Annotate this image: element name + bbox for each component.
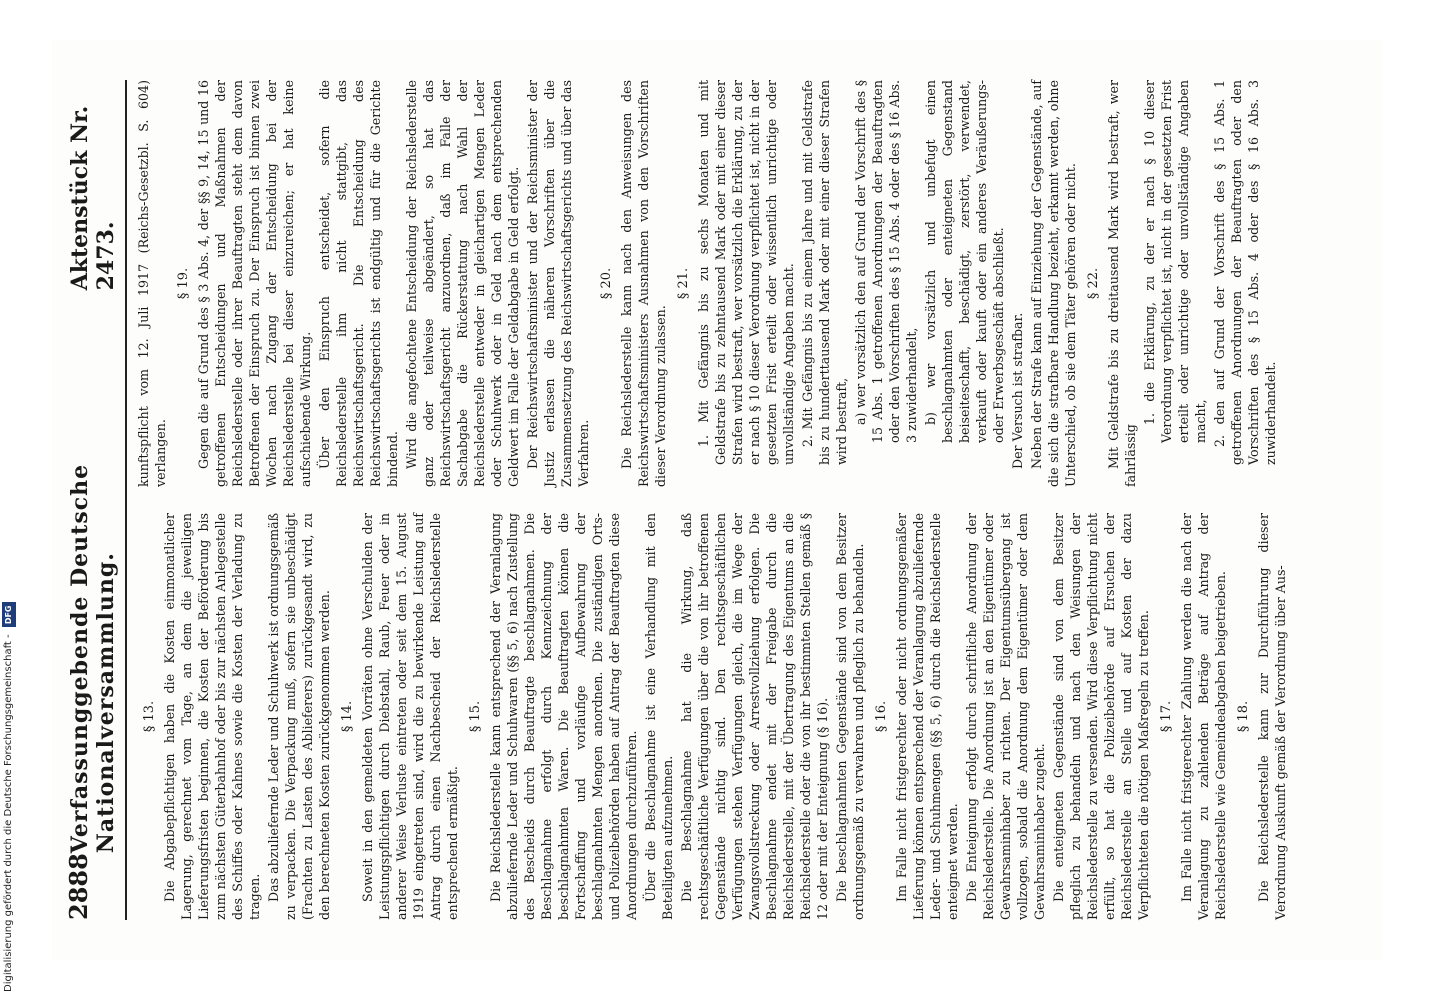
paragraph: Der Reichswirtschaftsminister und der Reichsminister der Justiz erlassen die näheren Vorschriften über die Zusammensetzung des Reichswirtschaftsgerichts und über das Verfahren. [525,80,591,487]
sub-clause: b) wer vorsätzlich und unbefugt einen beschlagnahmten oder enteigneten Gegenstand beiseiteschafft, beschädigt, zerstört, verwendet, verkauft oder kauft oder ein anderes Veräußerungs- oder Erwerbsgeschäft abschließt. [923,80,1006,443]
paragraph: Die Beschlagnahme hat die Wirkung, daß rechtsgeschäftliche Verfügungen über die von ihr betroffenen Gegenstände nichtig sind. Den rechtsgeschäftlichen Verfügungen stehen Verfügungen gleich, die im Wege der Zwangsvollstreckung oder Arrestvollziehung erfolgen. Die Beschlagnahme endet mit der Freigabe durch die Reichslederstelle, mit der Übertragung des Eigentums an die Reichslederstelle oder die von ihr bestimmten Stellen gemäß § 12 oder mit der Enteignung (§ 16). [679,513,830,920]
paragraph: Die Reichslederstelle kann zur Durchführung dieser Verordnung Auskunft gemäß der Verordnung über Aus- [1256,513,1288,920]
section-heading: § 20. [599,267,614,300]
paragraph: kunftspflicht vom 12. Juli 1917 (Reichs-Gesetzbl. S. 604) verlangen. [136,80,168,487]
paragraph: Soweit in den gemeldeten Vorräten ohne Verschulden der Leistungspflichtigen durch Diebstahl, Raub, Feuer oder in anderer Weise Verluste eintreten oder seit dem 15. August 1919 eingetreten sind, wird die zu bewirkende Leistung auf Antrag durch einen Nachbescheid der Reichslederstelle entsprechend ermäßigt. [360,513,460,920]
sub-clause: a) wer vorsätzlich den auf Grund der Vorschrift des § 15 Abs. 1 getroffenen Anordnungen der Beauftragten oder den Vorschriften des § 15 Abs. 4 oder des § 16 Abs. 3 zuwiderhandelt, [853,80,919,443]
paragraph: Die Reichslederstelle kann nach den Anweisungen des Reichswirtschaftsministers Ausnahmen von den Vorschriften dieser Verordnung zulassen. [619,80,668,487]
section-heading: § 16. [874,700,889,733]
section-heading: § 22. [1086,267,1101,300]
page-number: 2888 [64,853,93,920]
paragraph: Die beschlagnahmten Gegenstände sind von dem Besitzer ordnungsgemäß zu verwahren und pfleglich zu behandeln. [834,513,866,920]
section-heading: § 13. [142,700,157,733]
digitization-footer [2,2,16,992]
paragraph: Über die Beschlagnahme ist eine Verhandlung mit den Beteiligten aufzunehmen. [643,513,675,920]
footer-text: Digitalisierung gefördert durch die Deutsche Forschungsgemeinschaft - [3,634,14,992]
section-heading: § 14. [340,700,355,733]
left-column [135,513,1291,920]
document-title: Verfassunggebende Deutsche Nationalversammlung. [67,463,119,854]
numbered-clause: 2. den auf Grund der Vorschrift des § 15 Abs. 1 getroffenen Anordnungen der Beauftragten oder den Vorschriften des § 15 Abs. 4 oder des § 16 Abs. 3 zuwiderhandelt. [1212,80,1278,465]
section-heading: § 18. [1236,700,1251,733]
paragraph: Im Falle nicht fristgerechter Zahlung werden die nach der Veranlagung zu zahlenden Beträge auf Antrag der Reichslederstelle wie Gemeindeabgaben beigetrieben. [1179,513,1228,920]
paragraph: Mit Geldstrafe bis zu dreitausend Mark wird bestraft, wer fahrlässig [1106,80,1138,487]
dfg-logo: DFG [2,603,16,628]
right-column [135,80,1291,487]
page-header [66,80,119,920]
paragraph: Gegen die auf Grund des § 3 Abs. 4, der §§ 9, 14, 15 und 16 getroffenen Entscheidungen und Maßnahmen der Reichslederstelle oder ihrer Beauftragten steht dem davon Betroffenen der Einspruch zu. Der Einspruch ist binnen zwei Wochen nach Zugang der Entscheidung bei der Reichslederstelle bei dieser einzureichen; er hat keine aufschiebende Wirkung. [196,80,313,487]
paragraph: Die Abgabepflichtigen haben die Kosten einmonatlicher Lagerung, gerechnet vom Tage, an dem die jeweiligen Lieferungsfristen beginnen, die Kosten der Beförderung bis zum nächsten Güterbahnhof oder bis zur nächsten Anlegestelle des Schiffes oder Kahnes sowie die Kosten der Verladung zu tragen. [162,513,262,920]
section-heading: § 21. [676,267,691,300]
section-heading: § 19. [176,267,191,300]
paragraph: Das abzuliefernde Leder und Schuhwerk ist ordnungsgemäß zu verpacken. Die Verpackung muß, sofern sie unbeschädigt (Frachten zu Lasten des Ablieferers) zurückgesandt wird, zu den berechneten Kosten zurückgenommen werden. [266,513,332,920]
paragraph: Im Falle nicht fristgerechter oder nicht ordnungsgemäßer Lieferung können entsprechend der Veranlagung abzuliefernde Leder- und Schuhmengen (§§ 5, 6) durch die Reichslederstelle enteignet werden. [894,513,960,920]
text-columns [135,80,1291,920]
paragraph: Der Versuch ist strafbar. [1010,312,1025,469]
section-heading: § 15. [468,700,483,733]
paragraph: Wird die angefochtene Entscheidung der Reichslederstelle ganz oder teilweise abgeändert, so hat das Reichswirtschaftsgericht anzuordnen, daß im Falle der Sachabgabe die Rückerstattung nach Wahl der Reichslederstelle entweder in gleichartigen Mengen Leder oder Schuhwerk oder in Geld nach dem entsprechenden Geldwert im Falle der Geldabgabe in Geld erfolgt. [404,80,521,487]
rotated-document-page [52,40,1382,960]
act-number: Aktenstück Nr. 2473. [67,105,119,291]
numbered-clause: 2. Mit Gefängnis bis zu einem Jahre und mit Geldstrafe bis zu hunderttausend Mark oder mit einer dieser Strafen wird bestraft, [800,80,849,465]
paragraph: Neben der Strafe kann auf Einziehung der Gegenstände, auf die sich die strafbare Handlung bezieht, erkannt werden, ohne Unterschied, ob sie dem Täter gehören oder nicht. [1029,80,1078,487]
numbered-clause: 1. Mit Gefängnis bis zu sechs Monaten und mit Geldstrafe bis zu zehntausend Mark oder mit einer dieser Strafen wird bestraft, wer vorsätzlich die Erklärung, zu der er nach § 10 dieser Verordnung verpflichtet ist, nicht in der gesetzten Frist erteilt oder wissentlich unrichtige oder unvollständige Angaben macht. [696,80,796,465]
sub-clause: 1. die Erklärung, zu der er nach § 10 dieser Verordnung verpflichtet ist, nicht in der gesetzten Frist erteilt oder unrichtige oder unvollständige Angaben macht, [1142,80,1208,443]
paragraph: Die Enteignung erfolgt durch schriftliche Anordnung der Reichslederstelle. Die Anordnung ist an den Eigentümer oder Gewahrsaminhaber zu richten. Der Eigentumsübergang ist vollzogen, sobald die Anordnung dem Eigentümer oder dem Gewahrsaminhaber zugeht. [964,513,1047,920]
header-rule [125,80,127,920]
section-heading: § 17. [1159,700,1174,733]
paragraph: Die enteigneten Gegenstände sind von dem Besitzer pfleglich zu behandeln und nach den Weisungen der Reichslederstelle zu versenden. Wird diese Verpflichtung nicht erfüllt, so hat die Polizeibehörde auf Ersuchen der Reichslederstelle an Stelle und auf Kosten der dazu Verpflichteten die nötigen Maßregeln zu treffen. [1051,513,1151,920]
paragraph: Die Reichslederstelle kann entsprechend der Veranlagung abzuliefernde Leder und Schuhwaren (§§ 5, 6) nach Zustellung des Bescheids durch Beauftragte beschlagnahmen. Die Beschlagnahme erfolgt durch Kennzeichnung der beschlagnahmten Waren. Die Beauftragten können die Fortschaffung und vorläufige Aufbewahrung der beschlagnahmten Mengen anordnen. Die zuständigen Orts- und Polizeibehörden haben auf Antrag der Beauftragten diese Anordnungen durchzuführen. [488,513,639,920]
paragraph: Über den Einspruch entscheidet, sofern die Reichslederstelle ihm nicht stattgibt, das Reichswirtschaftsgericht. Die Entscheidung des Reichswirtschaftsgerichts ist endgültig und für die Gerichte bindend. [317,80,400,487]
